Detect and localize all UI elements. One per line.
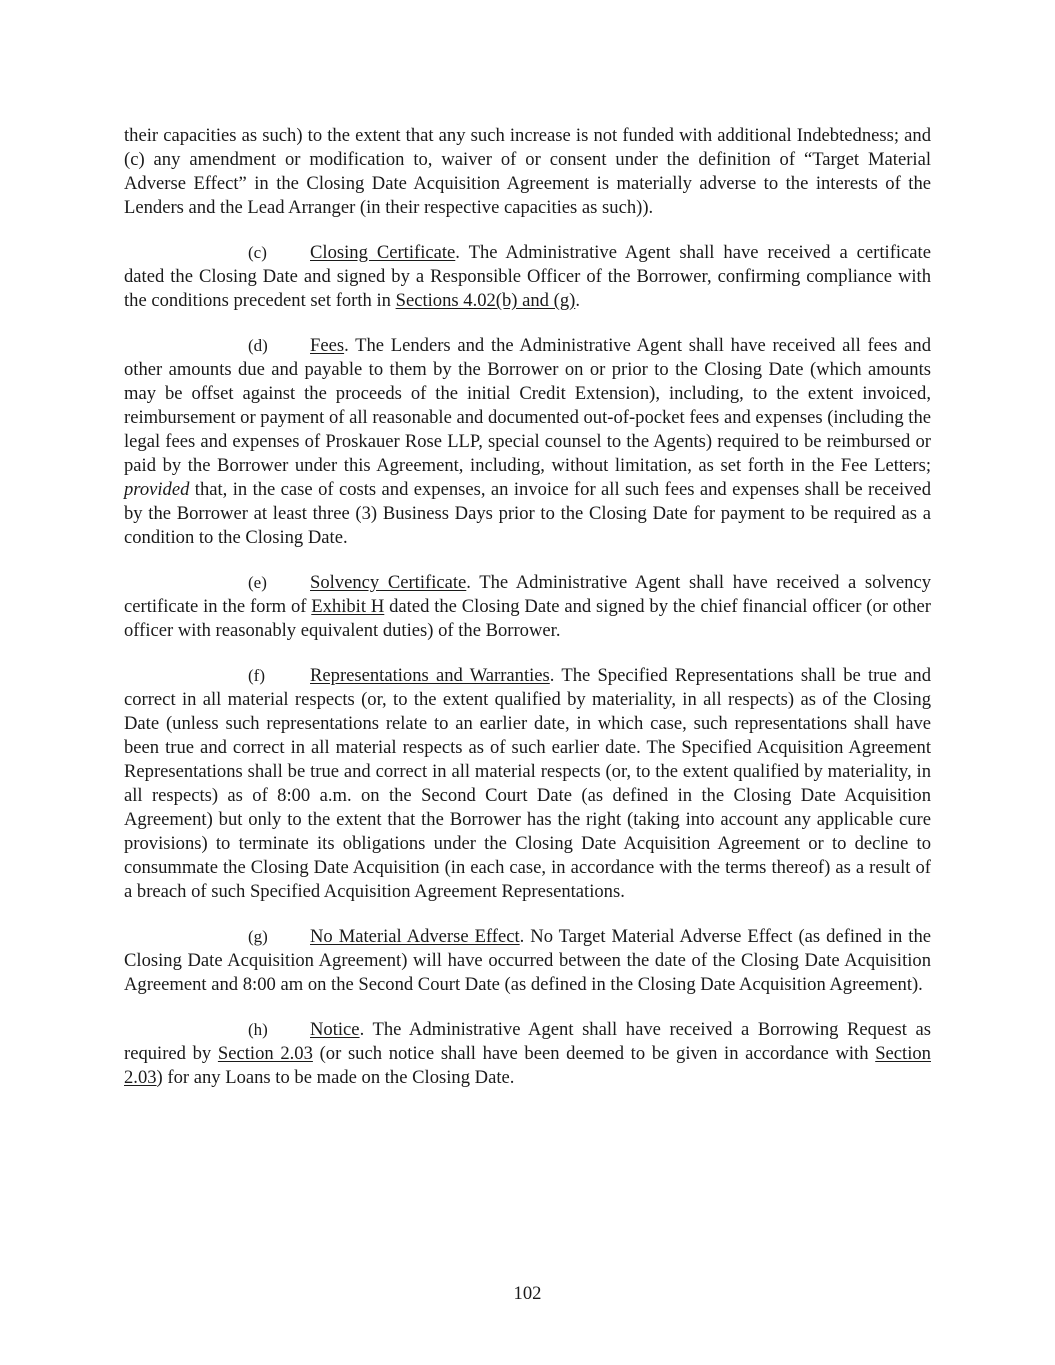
- section-text: . The Administrative Agent shall have received a Borrowing Request as required by: [124, 1019, 931, 1064]
- section-heading: Representations and Warranties: [310, 665, 550, 686]
- section-text: (or such notice shall have been deemed to be given in accordance with: [312, 1043, 876, 1064]
- continuation-paragraph: [124, 124, 931, 220]
- continuation-text: their capacities as such) to the extent that any such increase is not funded with additional Indebtedness; and (c) any amendment or modification to, waiver of or consent under the definition of “Target Material Adverse Effect” in the Closing Date Acquisition Agreement is materially adverse to the interests of the Lenders and the Lead Arranger (in their respective capacities as such)).: [124, 125, 931, 218]
- section-label: (g): [248, 927, 268, 946]
- section-heading: Fees: [310, 335, 345, 356]
- section-text: . The Administrative Agent shall have received a solvency certificate in the form of: [124, 572, 931, 617]
- section-label: (f): [248, 666, 265, 685]
- section-c-closing-certificate: [124, 241, 931, 313]
- section-g-no-material-adverse-effect: [124, 925, 931, 997]
- section-d-fees: [124, 334, 931, 550]
- section-heading: Closing Certificate: [310, 242, 456, 263]
- section-heading: Notice: [310, 1019, 360, 1040]
- section-heading: Solvency Certificate: [310, 572, 467, 593]
- section-label: (e): [248, 573, 267, 592]
- cross-reference: Section 2.03: [217, 1043, 313, 1064]
- cross-reference: Exhibit H: [311, 596, 385, 617]
- section-text: . The Lenders and the Administrative Agent shall have received all fees and other amounts due and payable to them by the Borrower on or prior to the Closing Date (which amounts may be offset against the proceeds of the initial Credit Extension), including, to the extent invoiced, reimbursement or payment of all reasonable and documented out-of-pocket fees and expenses (including the legal fees and expenses of Proskauer Rose LLP, special counsel to the Agents) required to be reimbursed or paid by the Borrower under this Agreement, including, without limitation, as set forth in the Fee Letters;: [124, 335, 931, 476]
- section-text: ) for any Loans to be made on the Closing Date.: [156, 1067, 515, 1088]
- section-label: (c): [248, 243, 267, 262]
- italic-emphasis: provided: [124, 479, 190, 500]
- section-f-representations-and-warranties: [124, 664, 931, 904]
- section-label: (d): [248, 336, 268, 355]
- section-text: that, in the case of costs and expenses, an invoice for all such fees and expenses shall be received by the Borrower at least three (3) Business Days prior to the Closing Date for payment to be required as a condition to the Closing Date.: [124, 479, 931, 548]
- cross-reference: Section 2.03: [124, 1043, 931, 1088]
- document-page: [124, 124, 931, 1111]
- section-text: .: [575, 290, 580, 311]
- section-label: (h): [248, 1020, 268, 1039]
- section-text: . The Specified Representations shall be true and correct in all material respects (or, to the extent qualified by materiality, in all respects) as of the Closing Date (unless such representations relate to an earlier date, in which case, such representations shall have been true and correct in all material respects as of such earlier date. The Specified Acquisition Agreement Representations shall be true and correct in all material respects (or, to the extent qualified by materiality, in all respects) as of 8:00 a.m. on the Second Court Date (as defined in the Closing Date Acquisition Agreement) but only to the extent that the Borrower has the right (taking into account any applicable cure provisions) to terminate its obligations under the Closing Date Acquisition Agreement or to decline to consummate the Closing Date Acquisition (in each case, in accordance with the terms thereof) as a result of a breach of such Specified Acquisition Agreement Representations.: [124, 665, 931, 902]
- section-h-notice: [124, 1018, 931, 1090]
- section-heading: No Material Adverse Effect: [310, 926, 520, 947]
- section-e-solvency-certificate: [124, 571, 931, 643]
- section-text: . No Target Material Adverse Effect (as defined in the Closing Date Acquisition Agreement) will have occurred between the date of the Closing Date Acquisition Agreement and 8:00 am on the Second Court Date (as defined in the Closing Date Acquisition Agreement).: [124, 926, 931, 995]
- cross-reference: Sections 4.02(b) and (g): [395, 290, 576, 311]
- section-text: dated the Closing Date and signed by the chief financial officer (or other officer with reasonably equivalent duties) of the Borrower.: [124, 596, 931, 641]
- page-number: 102: [513, 1283, 542, 1304]
- section-text: . The Administrative Agent shall have received a certificate dated the Closing Date and signed by a Responsible Officer of the Borrower, confirming compliance with the conditions precedent set forth in: [124, 242, 931, 311]
